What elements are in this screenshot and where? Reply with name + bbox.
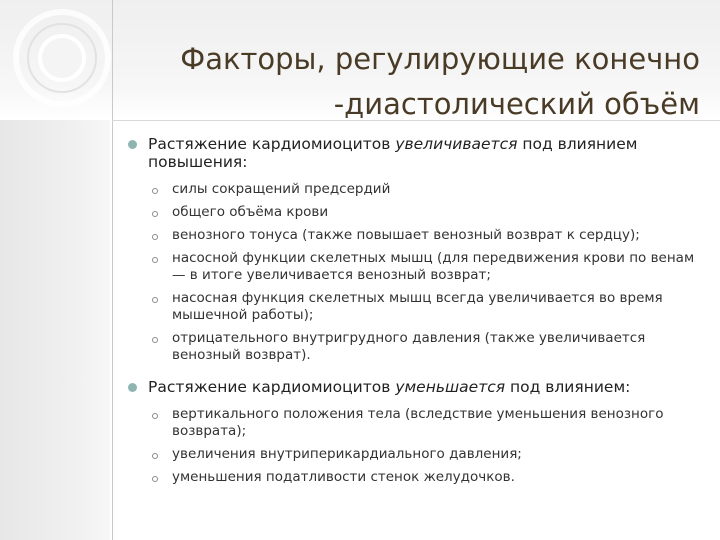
list-item-text: увеличения внутриперикардиального давления;: [172, 446, 522, 462]
list-item-text: вертикального положения тела (вследствие уменьшения венозного возврата);: [172, 406, 664, 439]
list-item: [148, 446, 700, 463]
ring-bullet-icon: [152, 211, 158, 217]
ring-bullet-icon: [152, 476, 158, 482]
decorative-rings: [0, 0, 130, 140]
title-line-2: -диастолический объём: [333, 87, 700, 122]
list-item-text: венозного тонуса (также повышает венозный возврат к сердцу);: [172, 227, 640, 243]
list-item: [148, 290, 700, 324]
slide-title: [120, 37, 700, 127]
lead-text-end: под влиянием:: [505, 378, 631, 396]
ring-bullet-icon: [152, 234, 158, 240]
list-item-text: общего объёма крови: [172, 204, 329, 220]
list-item-text: уменьшения податливости стенок желудочков.: [172, 469, 515, 485]
slide-content: [128, 135, 700, 500]
list-item: [148, 204, 700, 221]
lead-text-end: под влиянием повышения:: [148, 135, 638, 171]
ring-bullet-icon: [152, 337, 158, 343]
lead-emphasis: увеличивается: [395, 135, 518, 153]
title-line-1: Факторы, регулирующие конечно: [180, 42, 700, 77]
bullet-decrease: [128, 378, 700, 486]
list-item-text: насосная функция скелетных мышц всегда увеличивается во время мышечной работы);: [172, 290, 663, 323]
list-item: [148, 406, 700, 440]
bullet-increase: [128, 135, 700, 364]
ring-bullet-icon: [152, 297, 158, 303]
list-item: [148, 330, 700, 364]
lead-emphasis: уменьшается: [395, 378, 506, 396]
lead-text: Растяжение кардиомиоцитов: [148, 378, 396, 396]
ring-bullet-icon: [152, 453, 158, 459]
ring-bullet-icon: [152, 188, 158, 194]
list-item: [148, 250, 700, 284]
ring-bullet-icon: [152, 257, 158, 263]
ring-bullet-icon: [152, 413, 158, 419]
list-item-text: насосной функции скелетных мышц (для передвижения крови по венам — в итоге увеличивается венозный возврат;: [172, 250, 695, 283]
list-item: [148, 227, 700, 244]
bullet-dot-icon: [128, 140, 137, 149]
bullet-dot-icon: [128, 383, 137, 392]
list-item-text: отрицательного внутригрудного давления (также увеличивается венозный возврат).: [172, 330, 646, 363]
lead-text: Растяжение кардиомиоцитов: [148, 135, 396, 153]
list-item-text: силы сокращений предсердий: [172, 181, 391, 197]
sub-list-decrease: [148, 406, 700, 486]
sub-list-increase: [148, 181, 700, 364]
vertical-divider: [112, 0, 113, 540]
list-item: [148, 469, 700, 486]
list-item: [148, 181, 700, 198]
